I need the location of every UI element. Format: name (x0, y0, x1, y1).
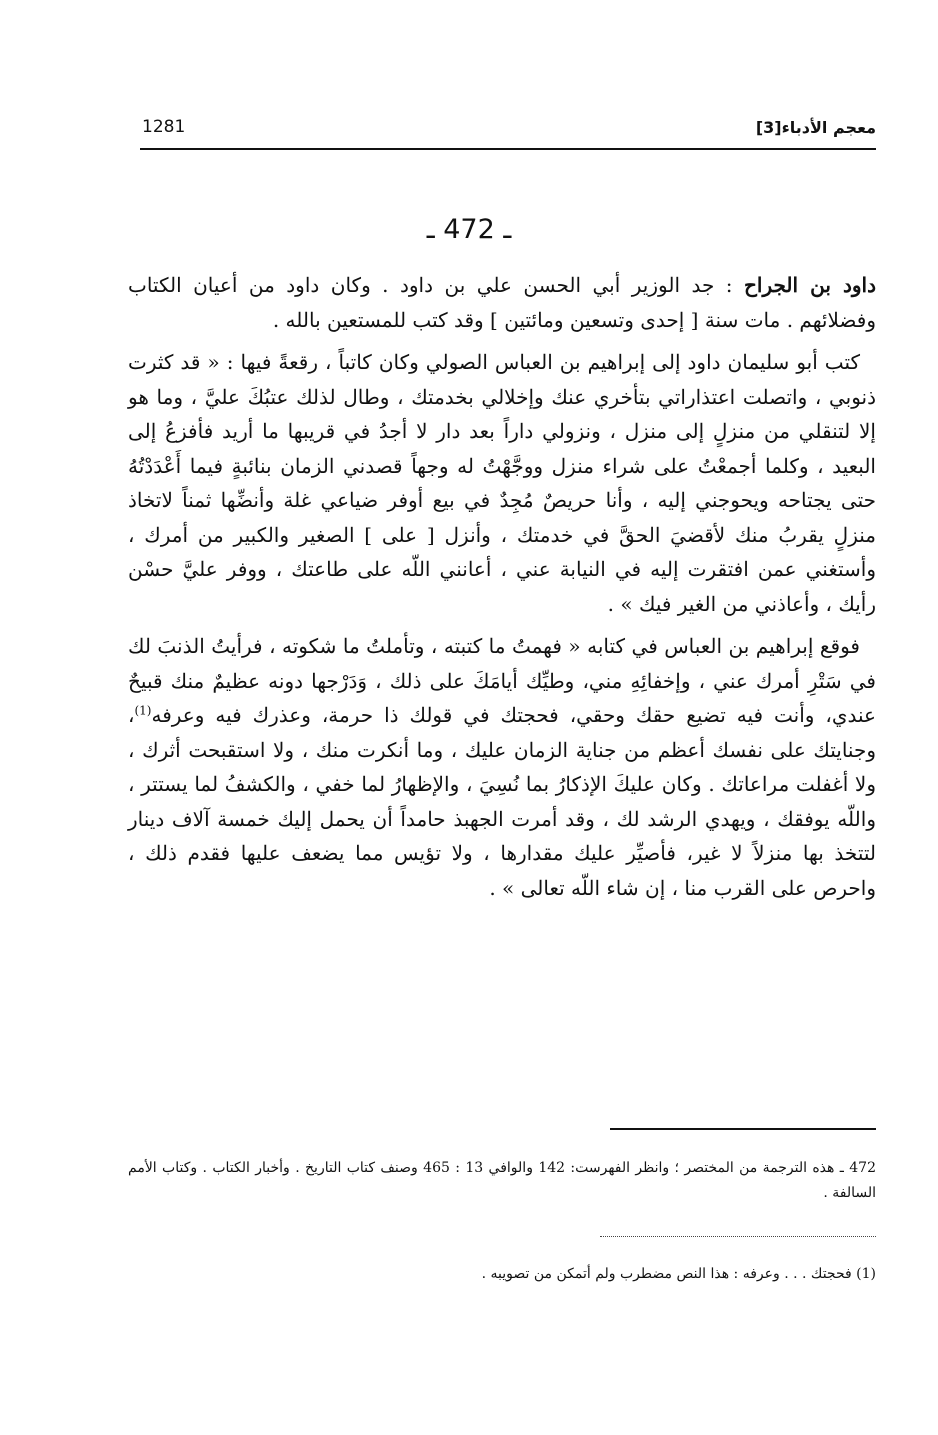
entry-number: ـ 472 ـ (426, 214, 512, 245)
footnote-dotted-divider (600, 1236, 876, 1237)
reply-paragraph (128, 629, 876, 905)
letter-paragraph: كتب أبو سليمان داود إلى إبراهيم بن العباس الصولي وكان كاتباً ، رقعةً فيها : « قد كثرت ذنوبي ، واتصلت اعتذاراتي بتأخري عنك وإخلالي بخدمتك ، وطال لذلك عتبُكَ عليَّ ، وما هو إلا لتنقلي من منزلٍ إلى منزل ، ونزولي داراً بعد دار لا أجدُ في قريبها ما أريد فأفزعُ إلى البعيد ، وكلما أجمعْتُ على شراء منزل ووجَّهْتُ له وجهاً قصدني الزمان بنائبةٍ فيما أَعْدَدْتُهُ حتى يجتاحه ويحوجني إليه ، وأنا حريصٌ مُجِدٌ في بيع أوفر ضياعي غلة وأنضِّها ثمناً لاتخاذ منزلٍ يقربُ منك لأقضيَ الحقَّ في خدمتك ، وأنزل [ على ] الصغير والكبير من أمرك ، وأستغني عمن افتقرت إليه في النيابة عني ، أعانني اللّه على طاعتك ، ووفر عليَّ حسْن رأيك ، وأعاذني من الغير فيك » . (128, 350, 876, 616)
running-title: معجم الأدباء[3] (755, 118, 876, 137)
source-footnote: 472 ـ هذه الترجمة من المختصر ؛ وانظر الفهرست: 142 والوافي 13 : 465 وصنف كتاب التاريخ . وأخبار الكتاب . وكتاب الأمم السالفة . (128, 1160, 876, 1201)
running-header (140, 112, 876, 150)
page-number: 1281 (142, 117, 186, 137)
entry-intro-paragraph (128, 268, 876, 337)
reply-text-after-ref: ، وجنايتك على نفسك أعظم من جناية الزمان عليك ، وما أنكرت منك ، ولا استقبحت أثرك ، ولا أغفلت مراعاتك . وكان عليكَ الإذكارُ بما نُسِيَ ، والإظهارُ لما خفي ، والكشفُ لما يستتر ، واللّه يوفقك ، ويهدي الرشد لك ، وقد أمرت الجهبذ حامداً أن يحمل إليك خمسة آلاف دينار لتتخذ بها منزلاً لا غير، فأصيِّر عليك مقدارها ، ولا تؤيس مما يضعف عليها فقدم ذلك ، واحرص على القرب منا ، إن شاء اللّه تعالى » . (128, 703, 876, 900)
footnote-divider (610, 1128, 876, 1130)
entry-name: داود بن الجراح (743, 273, 876, 297)
entry-body (128, 268, 876, 905)
footnote-1: (1) فحجتك . . . وعرفه : هذا النص مضطرب ولم أتمكن من تصويبه . (481, 1266, 876, 1282)
reply-text-before-ref: فوقع إبراهيم بن العباس في كتابه « فهمتُ ما كتبته ، وتأملتُ ما شكوته ، فرأيتُ الذنبَ لك في سَتْرِ أمرك عني ، وإخفائِهِ مني، وطيِّك أيامَكَ على ذلك ، وَدَرْجها دونه عظيمٌ منك قبيحٌ عندي، وأنت فيه تضيع حقك وحقي، فحجتك في قولك ذا حرمة، وعذرك فيه وعرفه (128, 634, 876, 727)
footnote-reference: (1) (134, 703, 152, 718)
entry-intro-text: : جد الوزير أبي الحسن علي بن داود . وكان داود من أعيان الكتاب وفضلائهم . مات سنة [ إحدى وتسعين ومائتين ] وقد كتب للمستعين بالله . (128, 273, 876, 332)
